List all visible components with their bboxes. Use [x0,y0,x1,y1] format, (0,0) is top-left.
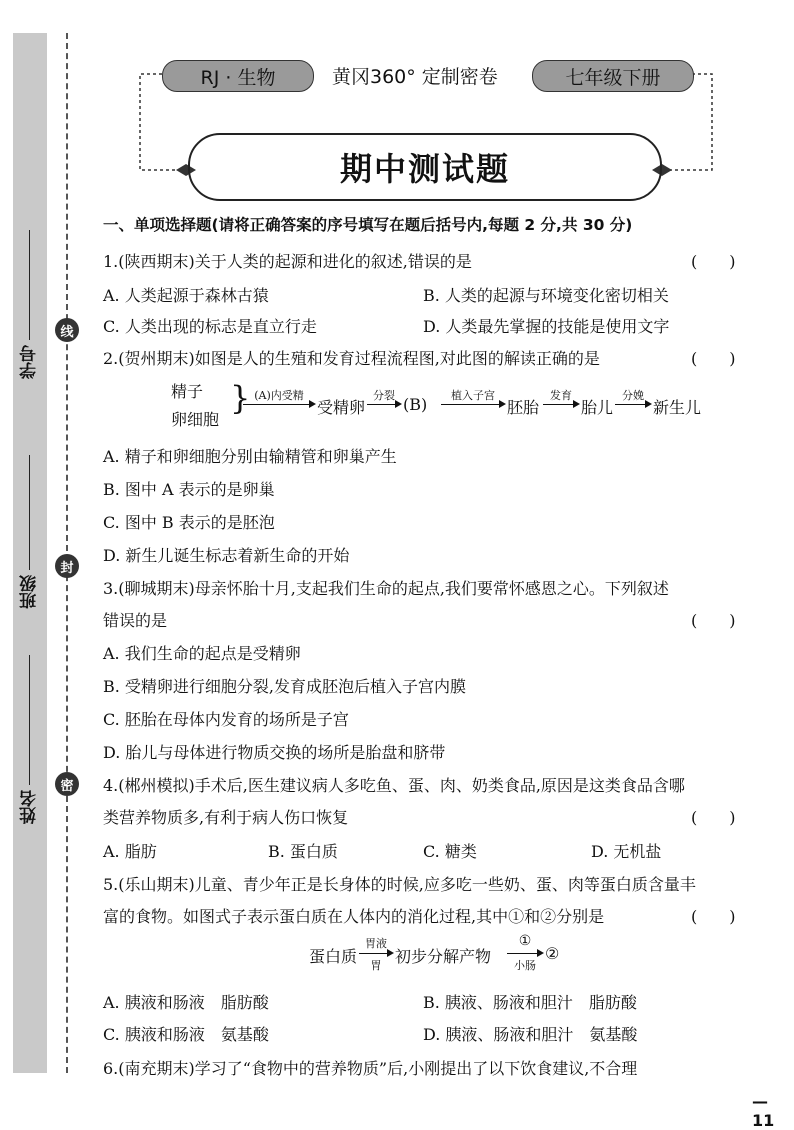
seal-mark-xian: 线 [55,318,79,342]
q4-stem-line1: 4.(郴州模拟)手术后,医生建议病人多吃鱼、蛋、肉、奶类食品,原因是这类食品含哪 [103,776,685,795]
seal-mark-mi: 密 [55,772,79,796]
class-label: 班级 [20,575,40,609]
q3-option-b: B. 受精卵进行细胞分裂,发育成胚泡后植入子宫内膜 [103,677,467,696]
dig-label-stomach: 胃 [370,959,382,972]
dig-protein: 蛋白质 [309,947,358,966]
class-blank [29,455,30,570]
q3-option-d: D. 胎儿与母体进行物质交换的场所是胎盘和脐带 [103,743,446,762]
q1-option-d: D. 人类最先掌握的技能是使用文字 [423,317,670,336]
q2-option-c: C. 图中 B 表示的是胚泡 [103,513,275,532]
page-number: — 11 [752,1092,775,1130]
q2-option-b: B. 图中 A 表示的是卵巢 [103,480,275,499]
q3-stem-line1: 3.(聊城期末)母亲怀胎十月,支起我们生命的起点,我们要常怀感恩之心。下列叙述 [103,579,669,598]
q2-stem: 2.(贺州期末)如图是人的生殖和发育过程流程图,对此图的解读正确的是 [103,349,600,368]
q5-stem-line1: 5.(乐山期末)儿童、青少年正是长身体的时候,应多吃一些奶、蛋、肉等蛋白质含量丰 [103,875,696,894]
q5-option-d: D. 胰液、肠液和胆汁 氨基酸 [423,1025,638,1044]
dig-label-1: ① [518,933,532,949]
q2-option-d: D. 新生儿诞生标志着新生命的开始 [103,546,350,565]
flow-label-fertilization: (A)内受精 [254,389,304,402]
dig-arrowhead-1 [387,949,394,957]
name-label: 姓名 [20,790,40,824]
flow-b: (B) [403,395,428,414]
q4-option-a: A. 脂肪 [103,842,157,861]
q5-option-a: A. 胰液和肠液 脂肪酸 [103,993,269,1012]
student-id-label: 学号 [20,345,40,379]
brand-text: 黄冈360° 定制密卷 [332,66,498,88]
q4-stem-line2: 类营养物质多,有利于病人伤口恢复 [103,808,349,827]
dig-label-gastric: 胃液 [365,937,387,950]
flow-arrow-3 [441,404,501,405]
flow-egg: 卵细胞 [171,410,220,429]
q3-stem-line2: 错误的是 [103,611,168,630]
flow-brace: } [230,379,251,417]
q2-option-a: A. 精子和卵细胞分别由输精管和卵巢产生 [103,447,397,466]
section-heading: 一、单项选择题(请将正确答案的序号填写在题后括号内,每题 2 分,共 30 分) [103,216,633,234]
flow-arrowhead-4 [573,400,580,408]
q4-option-b: B. 蛋白质 [268,842,338,861]
q3-answer-paren: ( ) [691,611,736,630]
flow-arrow-1 [243,404,311,405]
q5-option-b: B. 胰液、肠液和胆汁 脂肪酸 [423,993,637,1012]
q4-answer-paren: ( ) [691,808,736,827]
flow-label-develop: 发育 [550,389,572,402]
dig-arrow-1 [359,953,389,954]
seal-mark-feng: 封 [55,554,79,578]
flow-newborn: 新生儿 [653,398,702,417]
binding-margin [13,33,47,1073]
q1-answer-paren: ( ) [691,252,736,271]
q4-option-d: D. 无机盐 [591,842,662,861]
dig-arrowhead-2 [537,949,544,957]
flow-zygote: 受精卵 [317,398,366,417]
page-title: 期中测试题 [188,133,662,201]
student-id-blank [29,230,30,340]
flow-sperm: 精子 [171,382,204,401]
flow-label-birth: 分娩 [622,389,644,402]
flow-arrow-2 [367,404,397,405]
flow-label-divide: 分裂 [373,389,395,402]
q1-option-c: C. 人类出现的标志是直立行走 [103,317,317,336]
flow-label-implant: 植入子宫 [451,389,495,402]
flow-arrowhead-1 [309,400,316,408]
q3-option-a: A. 我们生命的起点是受精卵 [103,644,301,663]
flow-arrowhead-5 [645,400,652,408]
q5-option-c: C. 胰液和肠液 氨基酸 [103,1025,269,1044]
q5-stem-line2: 富的食物。如图式子表示蛋白质在人体内的消化过程,其中①和②分别是 [103,907,605,926]
flow-arrow-5 [615,404,647,405]
q2-answer-paren: ( ) [691,349,736,368]
q3-option-c: C. 胚胎在母体内发育的场所是子宫 [103,710,349,729]
dig-arrow-2 [507,953,539,954]
flow-arrowhead-2 [395,400,402,408]
q1-stem: 1.(陕西期末)关于人类的起源和进化的叙述,错误的是 [103,252,472,271]
q5-answer-paren: ( ) [691,907,736,926]
q1-option-a: A. 人类起源于森林古猿 [103,286,269,305]
flow-arrow-4 [543,404,575,405]
cut-line [66,33,68,1073]
dig-intermediate: 初步分解产物 [395,947,492,966]
flow-embryo: 胚胎 [507,398,540,417]
q6-stem-line1: 6.(南充期末)学习了“食物中的营养物质”后,小刚提出了以下饮食建议,不合理 [103,1059,638,1078]
subject-pill: RJ · 生物 [162,60,314,92]
name-blank [29,655,30,785]
page-header [120,40,720,200]
flow-arrowhead-3 [499,400,506,408]
grade-pill: 七年级下册 [532,60,694,92]
q1-option-b: B. 人类的起源与环境变化密切相关 [423,286,669,305]
dig-label-intestine: 小肠 [514,959,536,972]
dig-label-2: ② [545,944,560,963]
q4-option-c: C. 糖类 [423,842,477,861]
flow-fetus: 胎儿 [581,398,614,417]
